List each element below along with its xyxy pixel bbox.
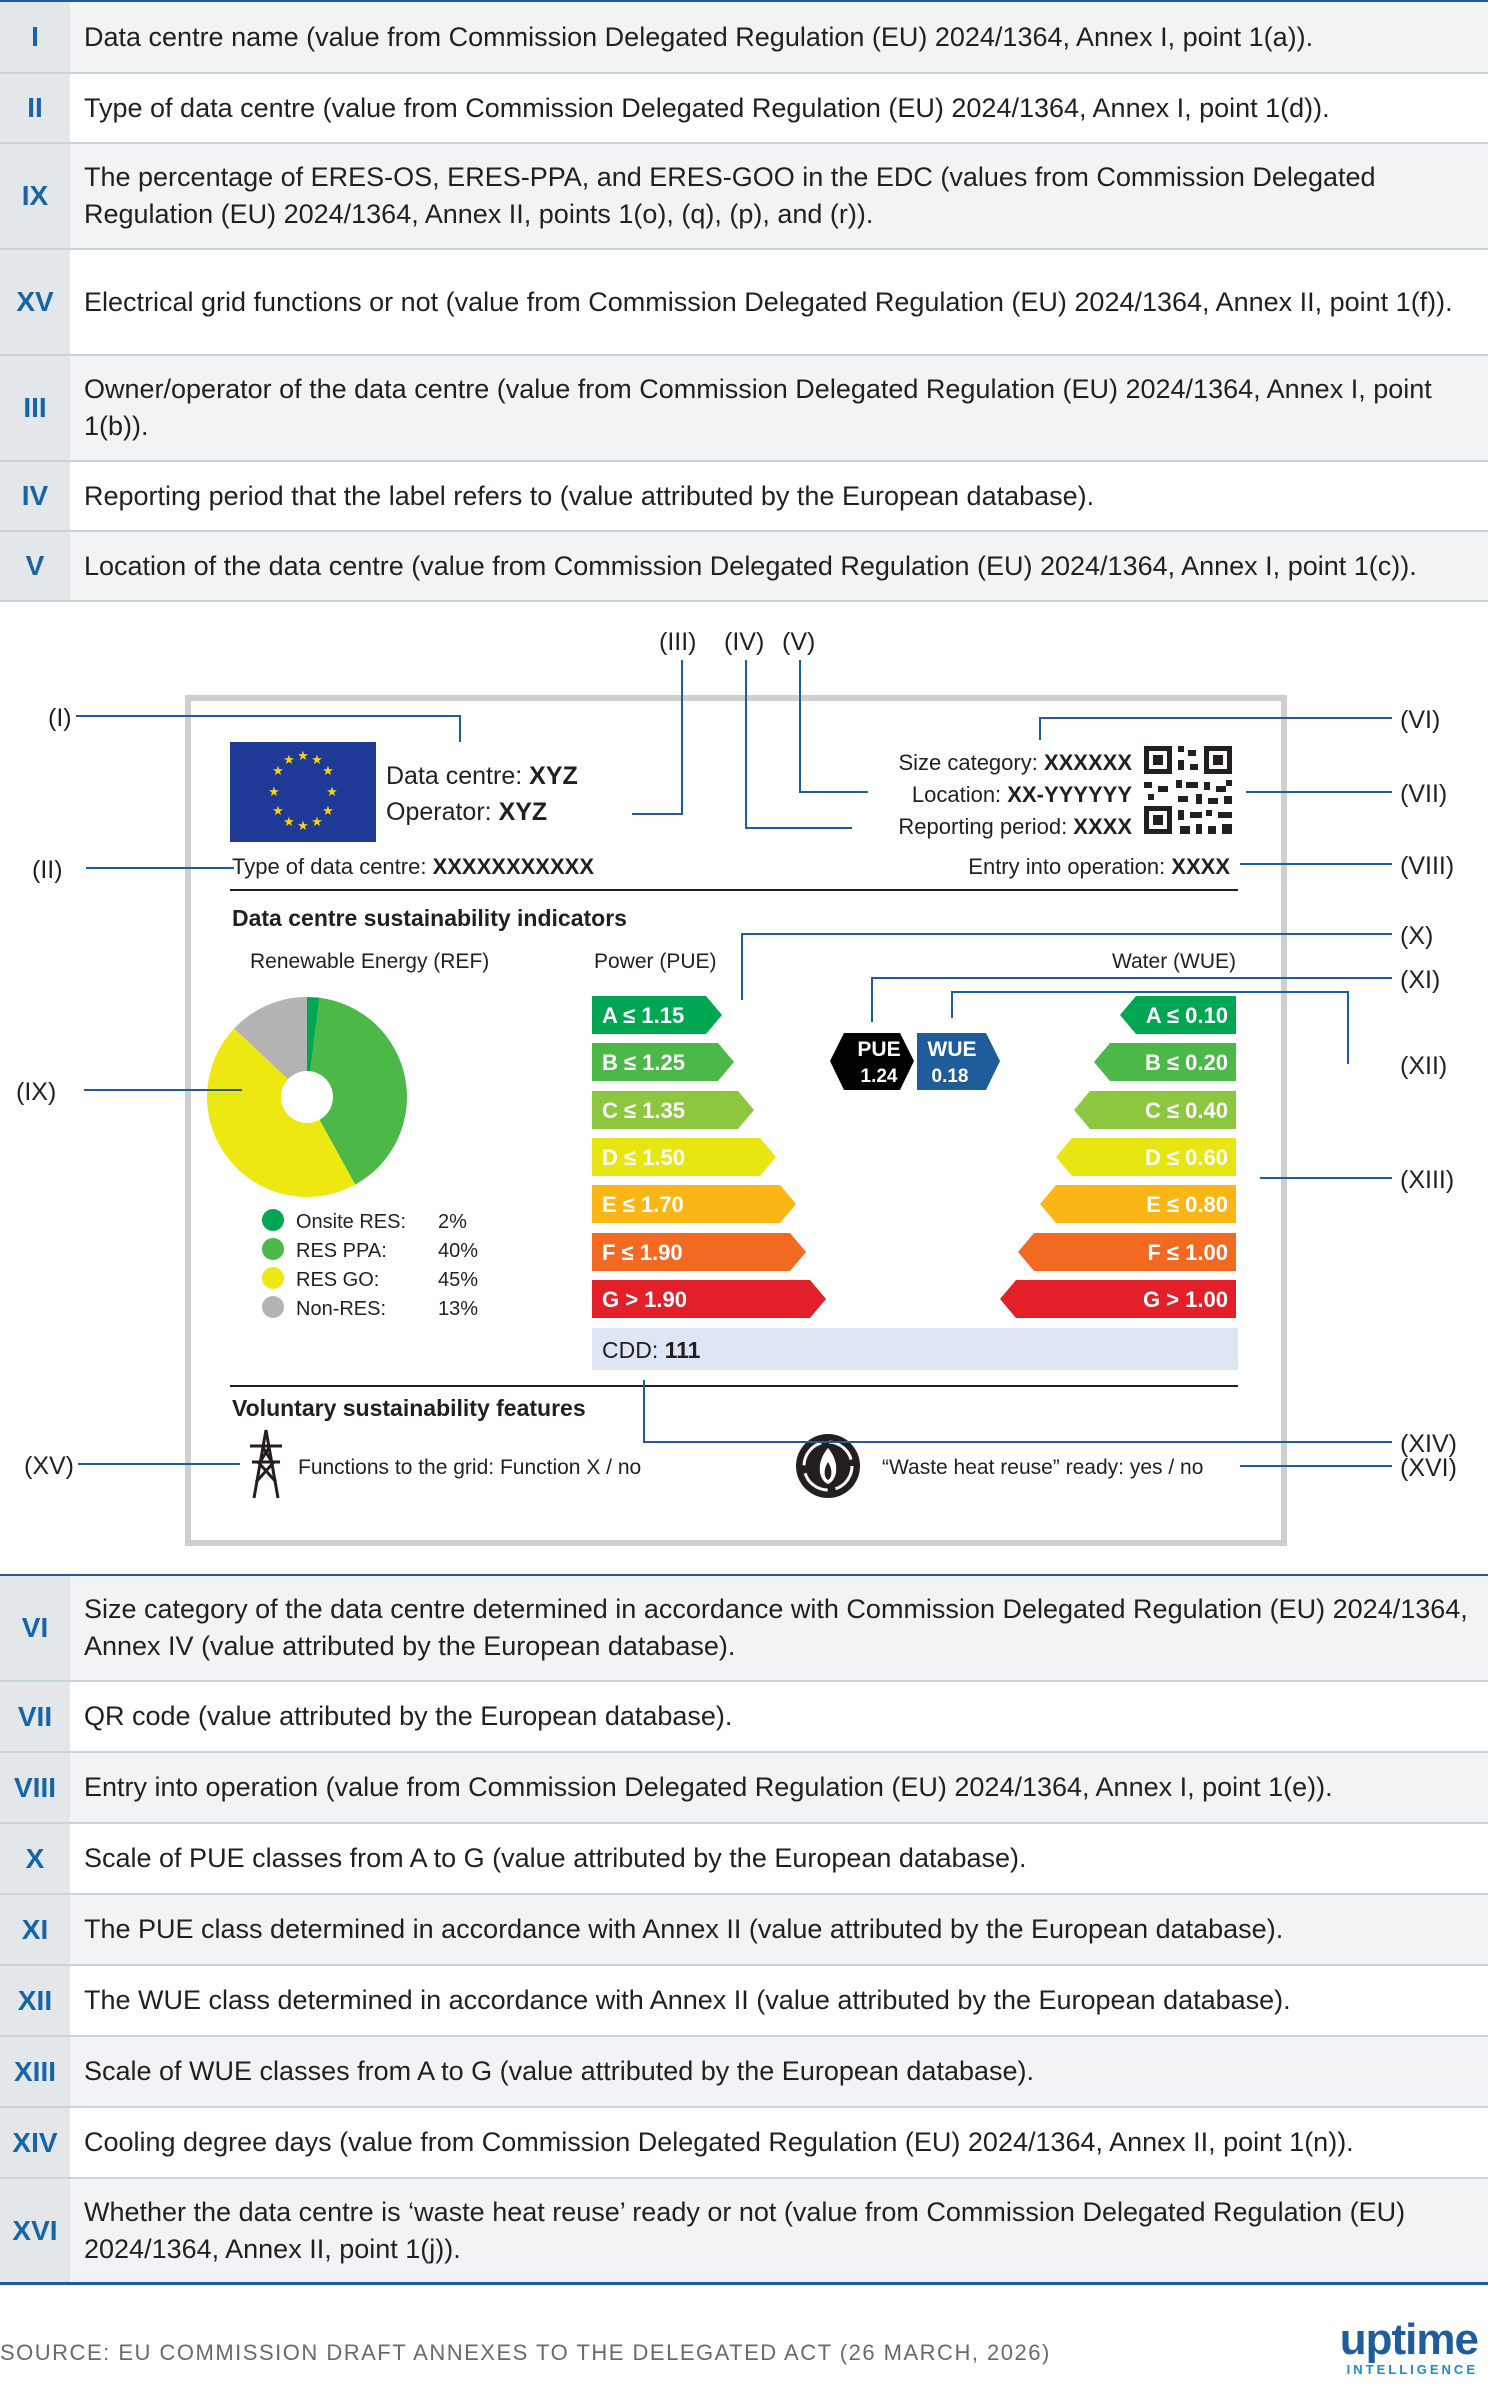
row-number: XI: [0, 1895, 70, 1964]
wue-class-c-label: C ≤ 0.40: [1144, 1098, 1228, 1123]
legend-swatch-onsite: [262, 1209, 284, 1231]
svg-text:★: ★: [326, 784, 338, 799]
row-number: III: [0, 356, 70, 460]
row-text: Data centre name (value from Commission Delegated Regulation (EU) 2024/1364, Annex I, point 1(a)).: [70, 19, 1329, 56]
wue-class-d-label: D ≤ 0.60: [1144, 1145, 1228, 1170]
grid-text: Functions to the grid: Function X / no: [298, 1456, 642, 1479]
legend-value: 13%: [438, 1298, 479, 1320]
ref-donut-chart: [207, 997, 407, 1197]
pue-title: Power (PUE): [594, 950, 717, 973]
legend-swatch-go: [262, 1267, 284, 1289]
legend-label: Non-RES:: [296, 1298, 387, 1320]
pue-class-c-label: C ≤ 1.35: [602, 1098, 686, 1123]
wue-class-f-label: F ≤ 1.00: [1147, 1240, 1228, 1265]
bottom-definitions-table: [0, 1574, 1488, 2285]
data-centre-name: Data centre: XYZ: [386, 762, 578, 790]
svg-text:★: ★: [268, 784, 280, 799]
row-text: Entry into operation (value from Commission Delegated Regulation (EU) 2024/1364, Annex I, point 1(e)).: [70, 1769, 1349, 1806]
wue-box-value: 0.18: [931, 1066, 969, 1087]
legend-value: 40%: [438, 1240, 479, 1262]
pue-class-d-label: D ≤ 1.50: [602, 1145, 686, 1170]
row-text: Cooling degree days (value from Commission Delegated Regulation (EU) 2024/1364, Annex II, point 1(n)).: [84, 2127, 1354, 2157]
row-text: The percentage of ERES-OS, ERES-PPA, and ERES-GOO in the EDC (values from Commission Delegated Regulation (EU) 2024/1364, Annex II, points 1(o), (q), (p), and (r)).: [70, 159, 1488, 233]
type-of-data-centre: Type of data centre: XXXXXXXXXXX: [232, 854, 594, 879]
svg-text:★: ★: [311, 752, 323, 767]
eu-flag-icon: [230, 742, 376, 842]
row-number: VII: [0, 1682, 70, 1751]
svg-text:★: ★: [322, 763, 334, 778]
row-number: VIII: [0, 1753, 70, 1822]
pue-class-g-label: G > 1.90: [602, 1287, 688, 1312]
definition-row: [0, 356, 1488, 462]
row-text: Electrical grid functions or not (value from Commission Delegated Regulation (EU) 2024/1364, Annex II, point 1(f)).: [84, 286, 1453, 317]
definition-row: [0, 1753, 1488, 1824]
callout-ii: (II): [32, 856, 63, 884]
svg-text:★: ★: [283, 752, 295, 767]
definition-row: [0, 2179, 1488, 2285]
svg-text:★: ★: [297, 818, 309, 833]
size-category: Size category: XXXXXX: [898, 750, 1132, 775]
row-text: Type of data centre (value from Commission Delegated Regulation (EU) 2024/1364, Annex I, point 1(d)).: [84, 92, 1330, 123]
pue-class-e-label: E ≤ 1.70: [602, 1192, 684, 1217]
row-number: I: [0, 2, 70, 72]
definition-row: [0, 1682, 1488, 1753]
ref-title: Renewable Energy (REF): [250, 950, 490, 973]
row-number: XVI: [0, 2179, 70, 2282]
callout-iv: (IV): [724, 628, 765, 656]
row-text: Location of the data centre (value from Commission Delegated Regulation (EU) 2024/1364, Annex I, point 1(c)).: [70, 548, 1433, 585]
legend-label: Onsite RES:: [296, 1211, 407, 1233]
uptime-logo: [1339, 2315, 1478, 2377]
legend-swatch-nonres: [262, 1296, 284, 1318]
top-definitions-table: [0, 0, 1488, 602]
cdd-text: CDD: 111: [602, 1337, 701, 1363]
callout-vii: (VII): [1400, 780, 1448, 808]
wue-class-b-label: B ≤ 0.20: [1144, 1050, 1228, 1075]
wue-class-e-label: E ≤ 0.80: [1146, 1192, 1228, 1217]
row-text: Whether the data centre is ‘waste heat reuse’ ready or not (value from Commission Delegated Regulation (EU) 2024/1364, Annex II, point 1(j)).: [70, 2194, 1488, 2268]
entry-into-operation: Entry into operation: XXXX: [968, 854, 1230, 879]
pue-box-label: PUE: [857, 1038, 901, 1061]
definition-row: [0, 74, 1488, 144]
row-text: Scale of PUE classes from A to G (value attributed by the European database).: [84, 1843, 1027, 1873]
svg-text:★: ★: [272, 803, 284, 818]
callout-xii: (XII): [1400, 1052, 1448, 1080]
logo-word: uptime: [1339, 2315, 1478, 2364]
row-number: XIII: [0, 2037, 70, 2106]
svg-text:★: ★: [311, 814, 323, 829]
row-number: II: [0, 74, 70, 142]
legend-label: RES GO:: [296, 1269, 380, 1291]
svg-text:★: ★: [297, 748, 309, 763]
svg-text:★: ★: [283, 814, 295, 829]
row-number: XII: [0, 1966, 70, 2035]
definition-row: [0, 2108, 1488, 2179]
callout-xv: (XV): [24, 1452, 74, 1480]
donut-hole: [281, 1071, 333, 1123]
definition-row: [0, 462, 1488, 532]
wue-class-g-label: G > 1.00: [1142, 1287, 1228, 1312]
svg-text:★: ★: [272, 763, 284, 778]
callout-xiv: (XIV): [1400, 1430, 1457, 1458]
row-text: Reporting period that the label refers to (value attributed by the European database).: [84, 480, 1095, 511]
row-number: XV: [0, 250, 70, 354]
row-number: X: [0, 1824, 70, 1893]
callout-v: (V): [782, 628, 816, 656]
pue-class-b-label: B ≤ 1.25: [602, 1050, 686, 1075]
pue-class-f-label: F ≤ 1.90: [602, 1240, 683, 1265]
callout-x: (X): [1400, 922, 1434, 950]
reporting-period: Reporting period: XXXX: [898, 814, 1132, 839]
voluntary-title: Voluntary sustainability features: [232, 1395, 586, 1421]
source-note: SOURCE: EU COMMISSION DRAFT ANNEXES TO THE DELEGATED ACT (26 MARCH, 2026): [0, 2340, 1051, 2365]
indicators-title: Data centre sustainability indicators: [232, 905, 627, 931]
definition-row: [0, 532, 1488, 602]
definition-row: [0, 250, 1488, 356]
row-text: Owner/operator of the data centre (value from Commission Delegated Regulation (EU) 2024/1364, Annex I, point 1(b)).: [70, 371, 1488, 445]
pue-class-a-label: A ≤ 1.15: [602, 1003, 685, 1028]
row-number: IV: [0, 462, 70, 530]
location: Location: XX-YYYYYY: [911, 782, 1132, 807]
callout-xvi: (XVI): [1400, 1454, 1457, 1482]
energy-label-diagram: [0, 600, 1488, 1572]
callout-viii: (VIII): [1400, 852, 1455, 880]
row-number: VI: [0, 1576, 70, 1680]
legend-value: 2%: [438, 1211, 467, 1233]
callout-iii: (III): [659, 628, 697, 656]
svg-text:★: ★: [322, 803, 334, 818]
callout-xi: (XI): [1400, 966, 1441, 994]
row-number: IX: [0, 144, 70, 248]
logo-sub: INTELLIGENCE: [1346, 2362, 1478, 2377]
callout-xiii: (XIII): [1400, 1166, 1455, 1194]
wue-title: Water (WUE): [1111, 950, 1236, 973]
definition-row: [0, 144, 1488, 250]
callout-i: (I): [48, 704, 72, 732]
legend-value: 45%: [438, 1269, 479, 1291]
operator-name: Operator: XYZ: [386, 798, 548, 826]
wue-box-label: WUE: [927, 1038, 977, 1061]
definition-row: [0, 1576, 1488, 1682]
row-text: Size category of the data centre determined in accordance with Commission Delegated Regulation (EU) 2024/1364, Annex IV (value attributed by the European database).: [70, 1591, 1488, 1665]
row-text: QR code (value attributed by the European database).: [84, 1701, 733, 1731]
pue-box-value: 1.24: [860, 1066, 898, 1087]
definition-row: [0, 1824, 1488, 1895]
wue-class-a-label: A ≤ 0.10: [1145, 1003, 1228, 1028]
definition-row: [0, 1966, 1488, 2037]
row-number: V: [0, 532, 70, 600]
legend-label: RES PPA:: [296, 1240, 387, 1262]
legend-swatch-ppa: [262, 1238, 284, 1260]
row-text: Scale of WUE classes from A to G (value attributed by the European database).: [70, 2053, 1050, 2090]
row-number: XIV: [0, 2108, 70, 2177]
definition-row: [0, 2037, 1488, 2108]
definition-row: [0, 2, 1488, 74]
row-text: The PUE class determined in accordance with Annex II (value attributed by the European database).: [70, 1911, 1299, 1948]
callout-vi: (VI): [1400, 706, 1441, 734]
waste-heat-icon: [796, 1434, 860, 1498]
row-text: The WUE class determined in accordance with Annex II (value attributed by the European database).: [84, 1985, 1291, 2015]
callout-ix: (IX): [16, 1078, 57, 1106]
definition-row: [0, 1895, 1488, 1966]
heat-text: “Waste heat reuse” ready: yes / no: [882, 1456, 1204, 1479]
